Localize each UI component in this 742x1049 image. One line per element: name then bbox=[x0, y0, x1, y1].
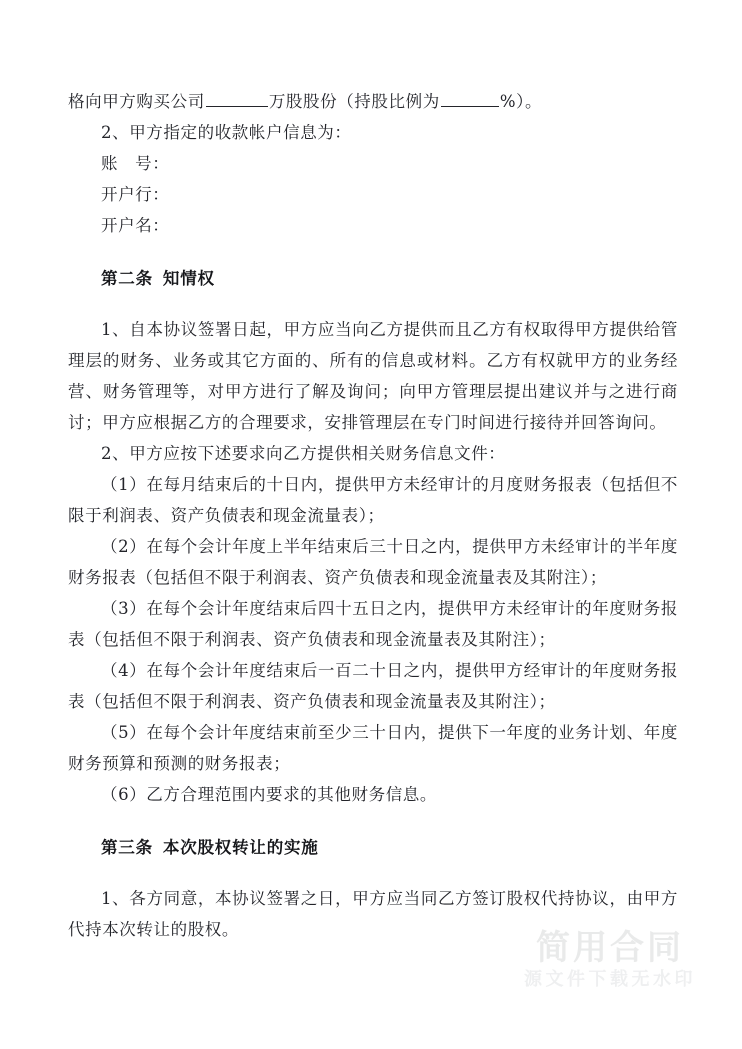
share-percentage-blank[interactable] bbox=[441, 92, 499, 107]
spacer bbox=[68, 810, 678, 832]
continued-text-after-blank: %）。 bbox=[499, 92, 543, 111]
clause-three-item-1: 1、各方同意，本协议签署之日，甲方应当同乙方签订股权代持协议，由甲方代持本次转让的股权。 bbox=[68, 889, 678, 939]
continued-text-between-blanks: 万股股份（持股比例为 bbox=[268, 92, 440, 111]
spacer bbox=[68, 294, 678, 314]
spacer bbox=[68, 241, 678, 263]
clause-two-sub-item-2: （2）在每个会计年度上半年结束后三十日之内，提供甲方未经审计的半年度财务报表（包括但不限于利润表、资产负债表和现金流量表及其附注）； bbox=[68, 537, 678, 587]
clause-two-heading bbox=[68, 263, 678, 294]
clause-two-number: 第二条 bbox=[101, 269, 153, 288]
continued-text-before-blank: 格向甲方购买公司 bbox=[68, 92, 205, 111]
share-count-blank[interactable] bbox=[206, 92, 268, 107]
watermark-subtitle: 源文件下载无水印 bbox=[524, 969, 696, 990]
clause-three-heading bbox=[68, 832, 678, 863]
account-number-label-b: 号： bbox=[135, 154, 170, 173]
clause-two-sub-item-6: （6）乙方合理范围内要求的其他财务信息。 bbox=[101, 785, 437, 804]
clause-two-sub-item-3: （3）在每个会计年度结束后四十五日之内，提供甲方未经审计的年度财务报表（包括但不限于利润表、资产负债表和现金流量表及其附注）； bbox=[68, 599, 678, 649]
account-field-name: 开户名： bbox=[101, 216, 170, 235]
clause-two-sub-item-5: （5）在每个会计年度结束前至少三十日内，提供下一年度的业务计划、年度财务预算和预测的财务报表； bbox=[68, 723, 678, 773]
account-field-number bbox=[68, 148, 678, 179]
clause-two-sub-item-1: （1）在每月结束后的十日内，提供甲方未经审计的月度财务报表（包括但不限于利润表、资产负债表和现金流量表）； bbox=[68, 475, 678, 525]
clause-two-item-2: 2、甲方应按下述要求向乙方提供相关财务信息文件： bbox=[101, 444, 506, 463]
account-number-label-a: 账 bbox=[101, 154, 119, 173]
account-field-bank: 开户行： bbox=[101, 185, 170, 204]
spacer bbox=[68, 863, 678, 883]
clause-three-number: 第三条 bbox=[101, 838, 153, 857]
clause-three-title: 本次股权转让的实施 bbox=[162, 838, 319, 857]
clause-two-title: 知情权 bbox=[162, 269, 215, 288]
account-intro-paragraph: 2、甲方指定的收款帐户信息为： bbox=[101, 123, 352, 142]
watermark-brand: 简用合同 bbox=[536, 928, 684, 968]
clause-two-item-1: 1、自本协议签署日起，甲方应当向乙方提供而且乙方有权取得甲方提供给管理层的财务、业务或其它方面的、所有的信息或材料。乙方有权就甲方的业务经营、财务管理等，对甲方进行了解及询问；向甲方管理层提出建议并与之进行商讨；甲方应根据乙方的合理要求，安排管理层在专门时间进行接待并回答询问。 bbox=[68, 320, 678, 432]
document-content bbox=[68, 86, 678, 945]
continued-paragraph bbox=[68, 86, 678, 117]
clause-two-sub-item-4: （4）在每个会计年度结束后一百二十日之内，提供甲方经审计的年度财务报表（包括但不限于利润表、资产负债表和现金流量表及其附注）； bbox=[68, 661, 678, 711]
